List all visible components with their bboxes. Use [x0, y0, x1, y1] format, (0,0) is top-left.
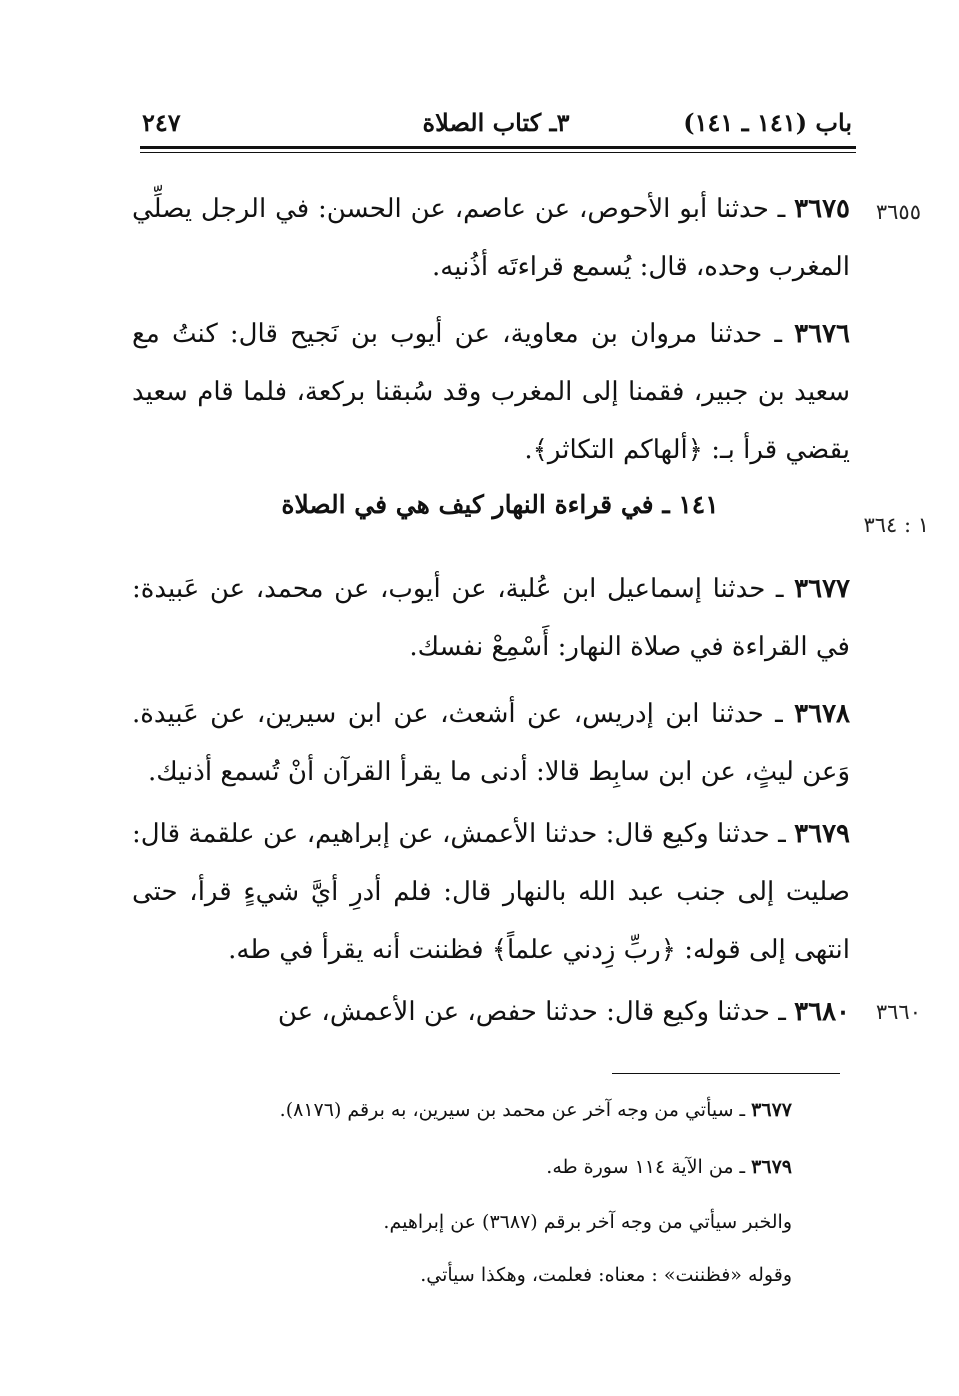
book-title: ٣ـ كتاب الصلاة — [422, 108, 570, 137]
footnote — [180, 1152, 792, 1182]
footnote-text: ـ من الآية ١١٤ سورة طه. — [546, 1156, 752, 1178]
footnote-text: ـ سيأتي من وجه آخر عن محمد بن سيرين، به برقم (٨١٧٦). — [279, 1099, 752, 1121]
margin-reference: ١ : ٣٦٤ — [863, 513, 929, 537]
hadith-number: ٣٦٧٧ — [794, 574, 850, 604]
header-rule-thin — [140, 152, 856, 153]
hadith-number: ٣٦٨٠ — [794, 997, 850, 1027]
hadith-paragraph — [132, 983, 850, 1041]
header-rule — [140, 146, 856, 149]
page-number: ٢٤٧ — [142, 108, 181, 137]
hadith-text: ـ حدثنا وكيع قال: حدثنا الأعمش، عن إبراهيم، عن علقمة قال: صليت إلى جنب عبد الله بالنهار قال: فلم أدرِ أيَّ شيءٍ قرأ، حتى انتهى إلى قوله: ﴿ربِّ زِدني علماً﴾ فظننت أنه يقرأ في طه. — [132, 819, 850, 965]
hadith-number: ٣٦٧٥ — [794, 194, 850, 224]
section-heading: ١٤١ ـ في قراءة النهار كيف هي في الصلاة — [281, 490, 719, 519]
hadith-number: ٣٦٧٩ — [794, 819, 850, 849]
footnote-number: ٣٦٧٧ — [751, 1099, 792, 1121]
footnote-number: ٣٦٧٩ — [751, 1156, 792, 1178]
hadith-text: ـ حدثنا مروان بن معاوية، عن أيوب بن نَجيح قال: كنتُ مع سعيد بن جبير، فقمنا إلى المغرب وقد سُبقنا بركعة، فلما قام سعيد يقضي قرأ بـ: ﴿ألهاكم التكاثر﴾. — [132, 319, 850, 465]
footnote — [180, 1095, 792, 1125]
hadith-paragraph — [132, 805, 850, 979]
hadith-paragraph — [132, 305, 850, 479]
hadith-text: ـ حدثنا ابن إدريس، عن أشعث، عن ابن سيرين، عن عَبيدة. وَعن ليثٍ، عن ابن سابِط قالا: أدنى ما يقرأ القرآن أنْ تُسمع أذنيك. — [132, 699, 850, 787]
margin-reference: ٣٦٥٥ — [875, 200, 921, 224]
margin-reference: ٣٦٦٠ — [875, 1000, 921, 1024]
footnote — [180, 1260, 792, 1290]
hadith-text: ـ حدثنا إسماعيل ابن عُلية، عن أيوب، عن محمد، عن عَبيدة: في القراءة في صلاة النهار: أَسْمِعْ نفسك. — [132, 574, 850, 662]
hadith-number: ٣٦٧٦ — [794, 319, 850, 349]
hadith-text: ـ حدثنا أبو الأحوص، عن عاصم، عن الحسن: في الرجل يصلِّي المغرب وحده، قال: يُسمع قراءتَه أذُنيه. — [132, 194, 850, 282]
footnote-text: والخبر سيأتي من وجه آخر برقم (٣٦٨٧) عن إبراهيم. — [383, 1211, 792, 1233]
footnote-text: وقوله «فظننت» : معناه: فعلمت، وهكذا سيأتي. — [420, 1264, 792, 1286]
hadith-number: ٣٦٧٨ — [794, 699, 850, 729]
page-header — [140, 108, 852, 148]
chapter-heading: باب (١٤١ ـ ١٤١) — [683, 108, 852, 137]
hadith-paragraph — [132, 560, 850, 676]
hadith-paragraph — [132, 685, 850, 801]
footnote — [180, 1207, 792, 1237]
hadith-text: ـ حدثنا وكيع قال: حدثنا حفص، عن الأعمش، عن — [277, 997, 795, 1027]
footnote-rule — [612, 1073, 840, 1074]
hadith-paragraph — [132, 180, 850, 296]
